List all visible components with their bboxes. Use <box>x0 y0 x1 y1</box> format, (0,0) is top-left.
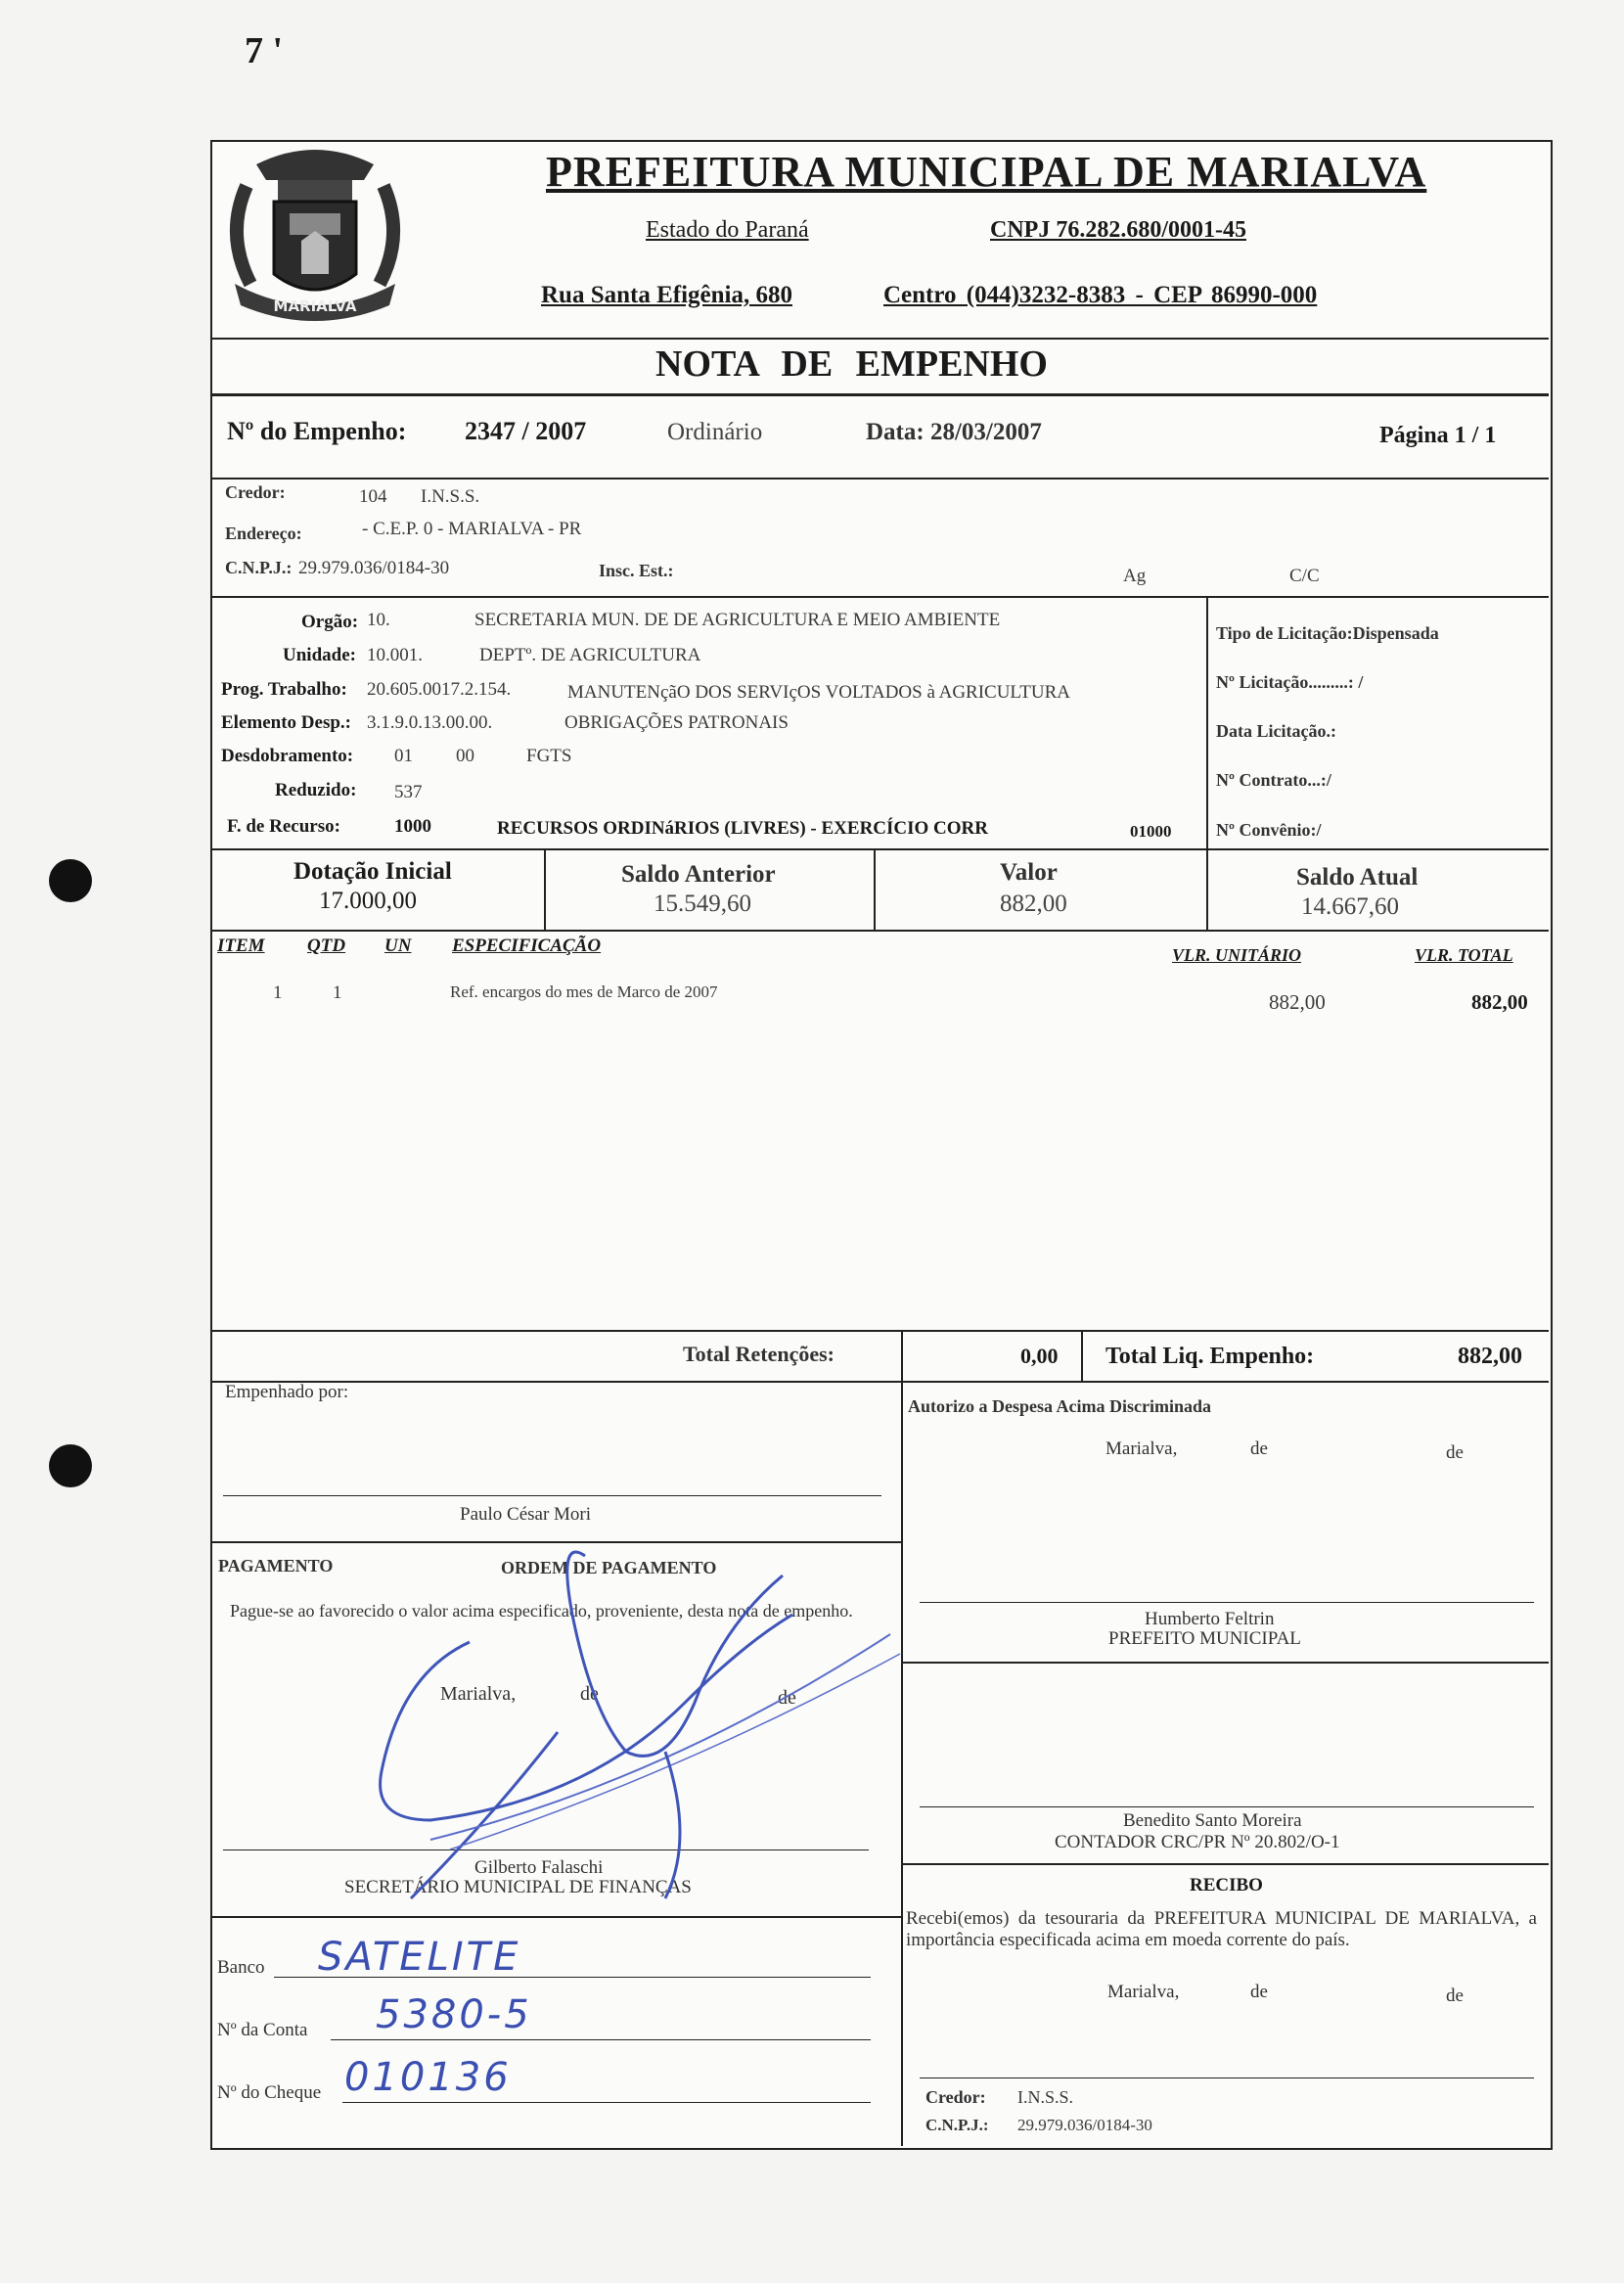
endereco-value: - C.E.P. 0 - MARIALVA - PR <box>362 519 582 539</box>
cc-label: C/C <box>1289 566 1320 586</box>
punch-hole-top <box>49 859 92 902</box>
desdob-name: FGTS <box>526 746 572 766</box>
recibo-city: Marialva, <box>1107 1982 1180 2002</box>
autorizo-city: Marialva, <box>1105 1438 1178 1459</box>
dotacao-value: 17.000,00 <box>319 888 417 914</box>
reduzido-value: 537 <box>394 782 423 802</box>
conta-value: 5380-5 <box>376 1992 532 2037</box>
row-total: 882,00 <box>1471 990 1528 1014</box>
pagamento-de2: de <box>778 1687 796 1709</box>
recibo-de2: de <box>1446 1986 1464 2006</box>
recibo-text: Recebi(emos) da tesouraria da PREFEITURA MUNICIPAL DE MARIALVA, a importância especificada acima em moeda corrente do país. <box>906 1908 1537 1950</box>
credor-label: Credor: <box>225 482 286 502</box>
col-un: UN <box>384 936 412 956</box>
anterior-value: 15.549,60 <box>654 890 751 917</box>
col-spec: ESPECIFICAÇÃO <box>452 936 602 956</box>
contador-role: CONTADOR CRC/PR Nº 20.802/O-1 <box>1055 1832 1340 1852</box>
recurso-label: F. de Recurso: <box>227 816 340 837</box>
doc-title: NOTA DE EMPENHO <box>655 343 1048 385</box>
licitacao-data: Data Licitação.: <box>1216 721 1336 741</box>
cheque-label: Nº do Cheque <box>217 2082 322 2103</box>
insc-label: Insc. Est.: <box>599 561 674 580</box>
banco-label: Banco <box>217 1957 265 1978</box>
valor-label: Valor <box>1000 859 1058 886</box>
row-qtd: 1 <box>333 982 342 1003</box>
empenhado-label: Empenhado por: <box>225 1382 349 1402</box>
recurso-name: RECURSOS ORDINáRIOS (LIVRES) - EXERCÍCIO CORR <box>497 818 988 839</box>
ordem-label: ORDEM DE PAGAMENTO <box>501 1558 717 1577</box>
licitacao-tipo: Tipo de Licitação:Dispensada <box>1216 623 1439 643</box>
pagamento-city: Marialva, <box>440 1683 517 1705</box>
liquido-value: 882,00 <box>1458 1344 1522 1369</box>
retencoes-value: 0,00 <box>1020 1344 1059 1368</box>
pagamento-de1: de <box>580 1683 599 1705</box>
orgao-label: Orgão: <box>301 612 359 632</box>
orgao-name: SECRETARIA MUN. DE DE AGRICULTURA E MEIO AMBIENTE <box>474 610 1001 630</box>
recibo-de1: de <box>1250 1982 1268 2002</box>
header-cnpj: CNPJ 76.282.680/0001-45 <box>990 217 1246 243</box>
ag-label: Ag <box>1123 566 1147 586</box>
contador-name: Benedito Santo Moreira <box>1123 1810 1302 1831</box>
elemento-name: OBRIGAÇÕES PATRONAIS <box>564 712 789 733</box>
prog-label: Prog. Trabalho: <box>221 679 347 700</box>
reduzido-label: Reduzido: <box>275 780 357 800</box>
conta-label: Nº da Conta <box>217 2020 308 2040</box>
prefeito-role: PREFEITO MUNICIPAL <box>1108 1628 1301 1649</box>
col-total: VLR. TOTAL <box>1415 945 1513 965</box>
atual-label: Saldo Atual <box>1296 864 1419 890</box>
unidade-name: DEPTº. DE AGRICULTURA <box>479 645 701 665</box>
liquido-label: Total Liq. Empenho: <box>1105 1344 1315 1369</box>
seal-lettering: MARIALVA <box>273 297 357 315</box>
valor-value: 882,00 <box>1000 890 1067 917</box>
signature-scribble <box>372 1527 920 1918</box>
prog-name: MANUTENçãO DOS SERVIçOS VOLTADOS à AGRICULTURA <box>567 682 1071 703</box>
row-spec: Ref. encargos do mes de Marco de 2007 <box>450 982 718 1001</box>
prog-code: 20.605.0017.2.154. <box>367 679 512 700</box>
corner-marks: 7 ' <box>245 30 284 71</box>
dotacao-label: Dotação Inicial <box>293 858 452 885</box>
col-item: ITEM <box>217 936 265 956</box>
banco-value: SATELITE <box>318 1935 521 1980</box>
retencoes-label: Total Retenções: <box>683 1342 835 1366</box>
cheque-value: 010136 <box>344 2055 512 2100</box>
unidade-label: Unidade: <box>283 645 356 665</box>
punch-hole-bottom <box>49 1444 92 1487</box>
autorizo-de2: de <box>1446 1442 1464 1463</box>
cnpj-value: 29.979.036/0184-30 <box>298 558 450 578</box>
recibo-cnpj-label: C.N.P.J.: <box>925 2116 989 2134</box>
recurso-code: 1000 <box>394 816 431 837</box>
licitacao-numero: Nº Licitação.........: / <box>1216 672 1364 692</box>
secretario-name: Gilberto Falaschi <box>474 1857 604 1878</box>
header-street: Rua Santa Efigênia, 680 <box>541 282 792 308</box>
credor-code: 104 <box>359 486 387 507</box>
elemento-code: 3.1.9.0.13.00.00. <box>367 712 493 733</box>
recibo-title: RECIBO <box>1190 1875 1263 1895</box>
autorizo-title: Autorizo a Despesa Acima Discriminada <box>908 1396 1211 1416</box>
elemento-label: Elemento Desp.: <box>221 712 351 733</box>
recibo-cnpj-value: 29.979.036/0184-30 <box>1017 2116 1152 2134</box>
cnpj-label: C.N.P.J.: <box>225 558 293 577</box>
empenho-label: Nº do Empenho: <box>227 417 407 445</box>
empenhado-name: Paulo César Mori <box>460 1504 592 1525</box>
row-unit: 882,00 <box>1269 990 1326 1014</box>
autorizo-de1: de <box>1250 1438 1268 1459</box>
municipal-seal <box>217 137 413 333</box>
header-state: Estado do Paraná <box>646 217 809 243</box>
orgao-code: 10. <box>367 610 390 630</box>
credor-name: I.N.S.S. <box>421 486 480 507</box>
table-row <box>212 982 1549 1016</box>
header-title: PREFEITURA MUNICIPAL DE MARIALVA <box>546 148 1427 196</box>
atual-value: 14.667,60 <box>1301 893 1399 920</box>
desdob-label: Desdobramento: <box>221 746 354 766</box>
endereco-label: Endereço: <box>225 524 302 543</box>
col-unit: VLR. UNITÁRIO <box>1172 945 1302 965</box>
recurso-code2: 01000 <box>1130 822 1172 841</box>
empenho-number: 2347 / 2007 <box>465 417 587 445</box>
licitacao-contrato: Nº Contrato...:/ <box>1216 770 1331 790</box>
recibo-credor-value: I.N.S.S. <box>1017 2087 1074 2107</box>
header-contact: Centro (044)3232-8383 - CEP 86990-000 <box>883 282 1318 308</box>
pagamento-label: PAGAMENTO <box>218 1556 334 1575</box>
secretario-role: SECRETÁRIO MUNICIPAL DE FINANÇAS <box>344 1877 692 1897</box>
licitacao-convenio: Nº Convênio:/ <box>1216 820 1322 840</box>
prefeito-name: Humberto Feltrin <box>1145 1609 1275 1629</box>
anterior-label: Saldo Anterior <box>621 861 776 888</box>
unidade-code: 10.001. <box>367 645 423 665</box>
desdob-a: 01 <box>394 746 413 766</box>
empenho-date: Data: 28/03/2007 <box>866 419 1042 445</box>
recibo-credor-label: Credor: <box>925 2087 986 2107</box>
empenho-type: Ordinário <box>667 419 763 445</box>
desdob-b: 00 <box>456 746 474 766</box>
col-qtd: QTD <box>307 936 346 956</box>
pagamento-text: Pague-se ao favorecido o valor acima especificado, proveniente, desta nota de empenho. <box>230 1601 853 1621</box>
empenho-page: Página 1 / 1 <box>1379 423 1497 448</box>
row-item: 1 <box>273 982 283 1003</box>
